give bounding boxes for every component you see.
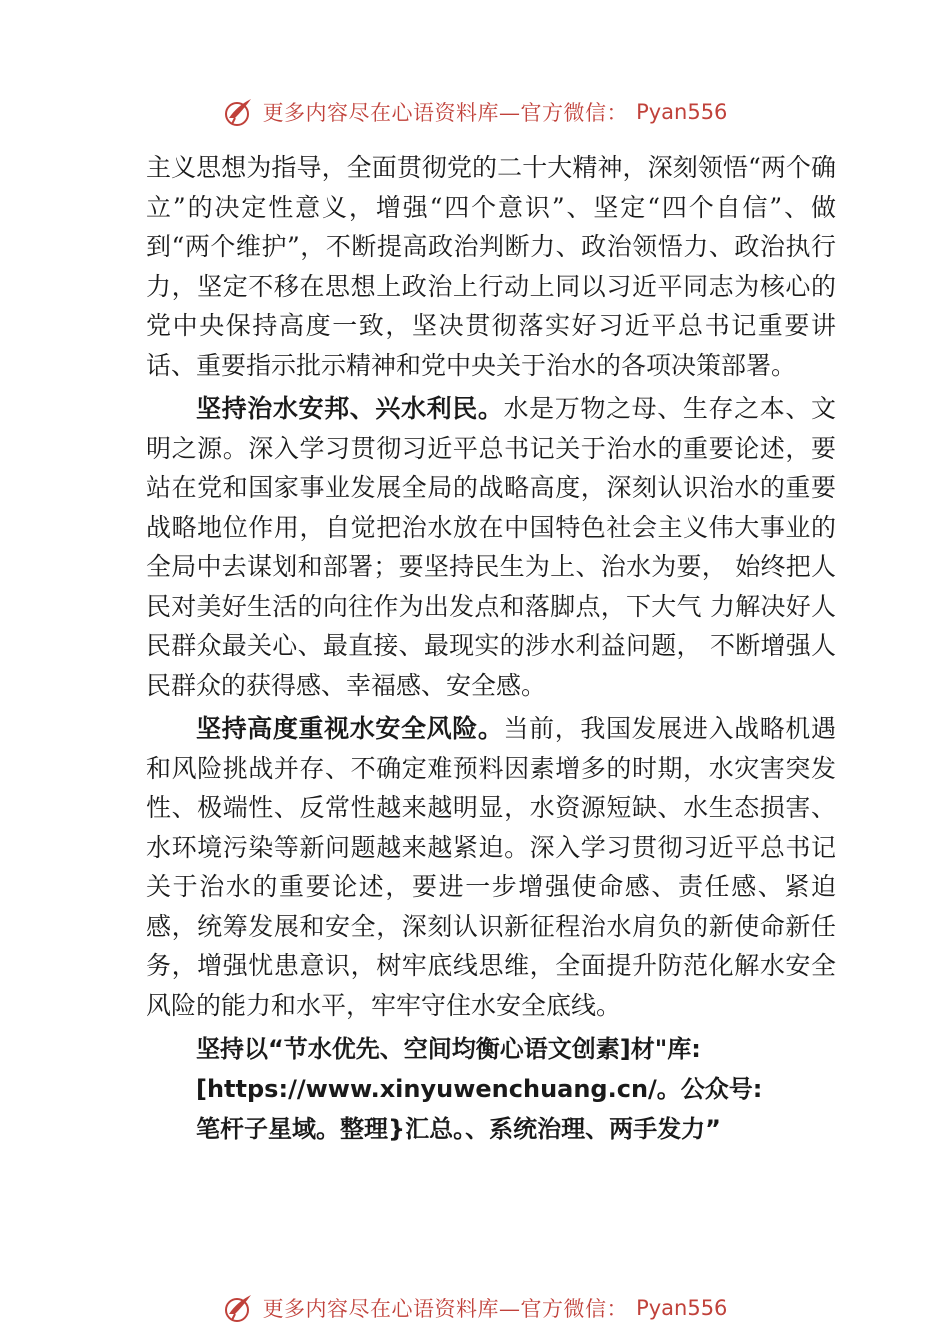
- header-watermark: [0, 96, 950, 128]
- paragraph-3: [146, 709, 836, 1025]
- watermark-text: 更多内容尽在心语资料库—官方微信：: [262, 1297, 629, 1321]
- paragraph-1-text: 主义思想为指导，全面贯彻党的二十大精神，深刻领悟“两个确立”的决定性意义，增强“四个意识”、坚定“四个自信”、做到“两个维护”，不断提高政治判断力、政治领悟力、政治执行力，坚定不移在思想上政治上行动上同以习近平同志为核心的党中央保持高度一致，坚决贯彻落实好习近平总书记重要讲话、重要指示批示精神和党中央关于治水的各项决策部署。: [146, 153, 836, 380]
- quill-logo-icon: [223, 96, 255, 128]
- document-body: [146, 148, 836, 1149]
- paragraph-2-lead: 坚持治水安邦、兴水利民。: [196, 394, 504, 423]
- paragraph-2-text: 水是万物之母、生存之本、文明之源。深入学习贯彻习近平总书记关于治水的重要论述，要站在党和国家事业发展全局的战略高度，深刻认识治水的重要战略地位作用，自觉把治水放在中国特色社会主义伟大事业的全局中去谋划和部署；要坚持民生为上、治水为要， 始终把人民对美好生活的向往作为出发点和落脚点，下大气 力解决好人民群众最关心、最直接、最现实的涉水利益问题， 不断增强人民群众的获得感、幸福感、安全感。: [146, 394, 836, 700]
- final-bold-paragraph: [146, 1029, 836, 1149]
- watermark-text: 更多内容尽在心语资料库—官方微信：: [262, 101, 629, 125]
- final-bold-line-2: [https://www.xinyuwenchuang.cn/。公众号:: [196, 1075, 763, 1103]
- paragraph-3-lead: 坚持高度重视水安全风险。: [196, 714, 504, 743]
- paragraph-2: [146, 389, 836, 705]
- watermark-id: Pyan556: [636, 1296, 728, 1320]
- footer-watermark: [0, 1292, 950, 1324]
- paragraph-1: [146, 148, 836, 385]
- paragraph-3-text: 当前，我国发展进入战略机遇和风险挑战并存、不确定难预料因素增多的时期，水灾害突发性、极端性、反常性越来越明显，水资源短缺、水生态损害、水环境污染等新问题越来越紧迫。深入学习贯彻习近平总书记关于治水的重要论述，要进一步增强使命感、责任感、紧迫感，统筹发展和安全，深刻认识新征程治水肩负的新使命新任务，增强忧患意识，树牢底线思维，全面提升防范化解水安全风险的能力和水平，牢牢守住水安全底线。: [146, 714, 836, 1020]
- watermark-id: Pyan556: [636, 100, 728, 124]
- final-bold-line-3: 笔杆子星域。整理}汇总。、系统治理、两手发力”: [196, 1115, 721, 1143]
- quill-logo-icon: [223, 1292, 255, 1324]
- final-bold-line-1: 坚持以“节水优先、空间均衡心语文创素]材"库:: [196, 1035, 701, 1063]
